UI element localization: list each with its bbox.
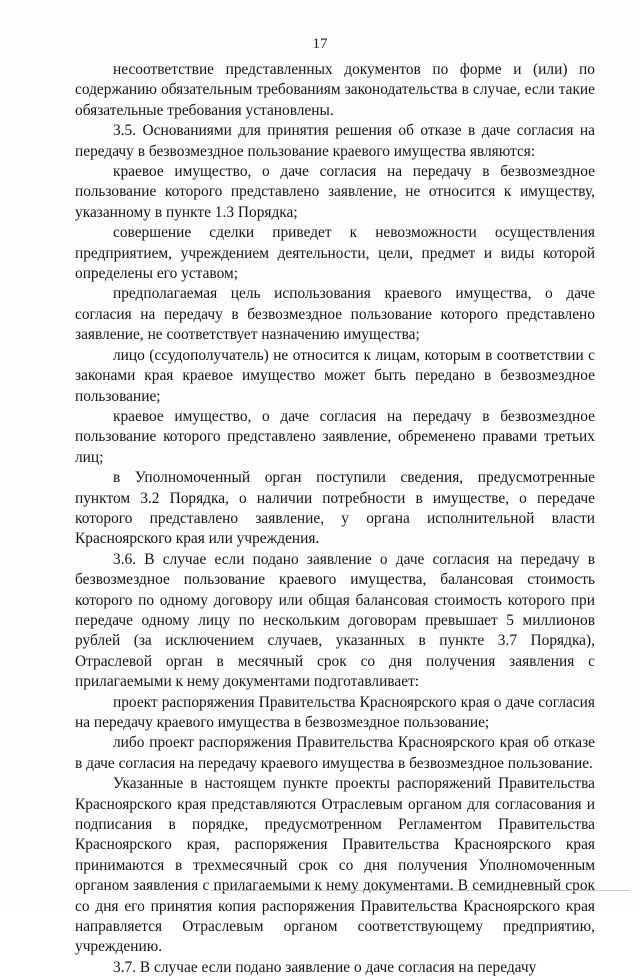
bottom-divider bbox=[210, 890, 630, 891]
paragraph-3-5-item-1: краевое имущество, о даче согласия на передачу в безвозмездное пользование которого представлено заявление, не относится к имуществу, указанному в пункте 1.3 Порядка; bbox=[75, 163, 595, 221]
paragraph-3-5-item-6: в Уполномоченный орган поступили сведения, предусмотренные пунктом 3.2 Порядка, о наличии потребности в имуществе, о передаче которого представлено заявление, у органа исполнительной власти Красноярского края или учреждения. bbox=[75, 469, 595, 548]
paragraph-3-6-intro: 3.6. В случае если подано заявление о даче согласия на передачу в безвозмездное пользование краевого имущества, балансовая стоимость которого по одному договору или общая балансовая стоимость которого при передаче одному лицу по нескольким договорам превышает 5 миллионов рублей (за исключением случаев, указанных в пункте 3.7 Порядка), Отраслевой орган в месячный срок со дня получения заявления с прилагаемыми к нему документами подготавливает: bbox=[75, 550, 595, 691]
paragraph-3-6-detail: Указанные в настоящем пункте проекты распоряжений Правительства Красноярского края представляются Отраслевым органом для согласования и подписания в порядке, предусмотренном Регламентом Правительства Красноярского края, распоряжения Правительства Красноярского края принимаются в трехмесячный срок со дня получения Уполномоченным органом заявления с прилагаемыми к нему документами. В семидневный срок со дня его принятия копия распоряжения Правительства Красноярского края направляется Отраслевым органом соответствующему предприятию, учреждению. bbox=[75, 775, 595, 956]
paragraph-continuation: несоответствие представленных документов по форме и (или) по содержанию обязательным требованиям законодательства в случае, если такие обязательные требования установлены. bbox=[75, 61, 595, 119]
paragraph-3-6-item-1: проект распоряжения Правительства Красноярского края о даче согласия на передачу краевого имущества в безвозмездное пользование; bbox=[75, 693, 595, 731]
paragraph-3-5-intro: 3.5. Основаниями для принятия решения об отказе в даче согласия на передачу в безвозмездное пользование краевого имущества являются: bbox=[75, 122, 595, 160]
document-body bbox=[75, 60, 595, 978]
paragraph-3-5-item-2: совершение сделки приведет к невозможности осуществления предприятием, учреждением деятельности, цели, предмет и виды которой определены его уставом; bbox=[75, 224, 595, 283]
page-number: 17 bbox=[312, 36, 328, 52]
paragraph-3-5-item-5: краевое имущество, о даче согласия на передачу в безвозмездное пользование которого представлено заявление, обременено правами третьих лиц; bbox=[75, 407, 595, 466]
paragraph-3-5-item-4: лицо (ссудополучатель) не относится к лицам, которым в соответствии с законами края краевое имущество может быть передано в безвозмездное пользование; bbox=[75, 346, 595, 405]
paragraph-3-6-item-2: либо проект распоряжения Правительства Красноярского края об отказе в даче согласия на передачу краевого имущества в безвозмездное пользование. bbox=[75, 734, 595, 772]
paragraph-3-5-item-3: предполагаемая цель использования краевого имущества, о даче согласия на передачу в безвозмездное пользование которого представлено заявление, не соответствует назначению имущества; bbox=[75, 285, 595, 344]
paragraph-3-7-start: 3.7. В случае если подано заявление о даче согласия на передачу bbox=[113, 958, 537, 976]
